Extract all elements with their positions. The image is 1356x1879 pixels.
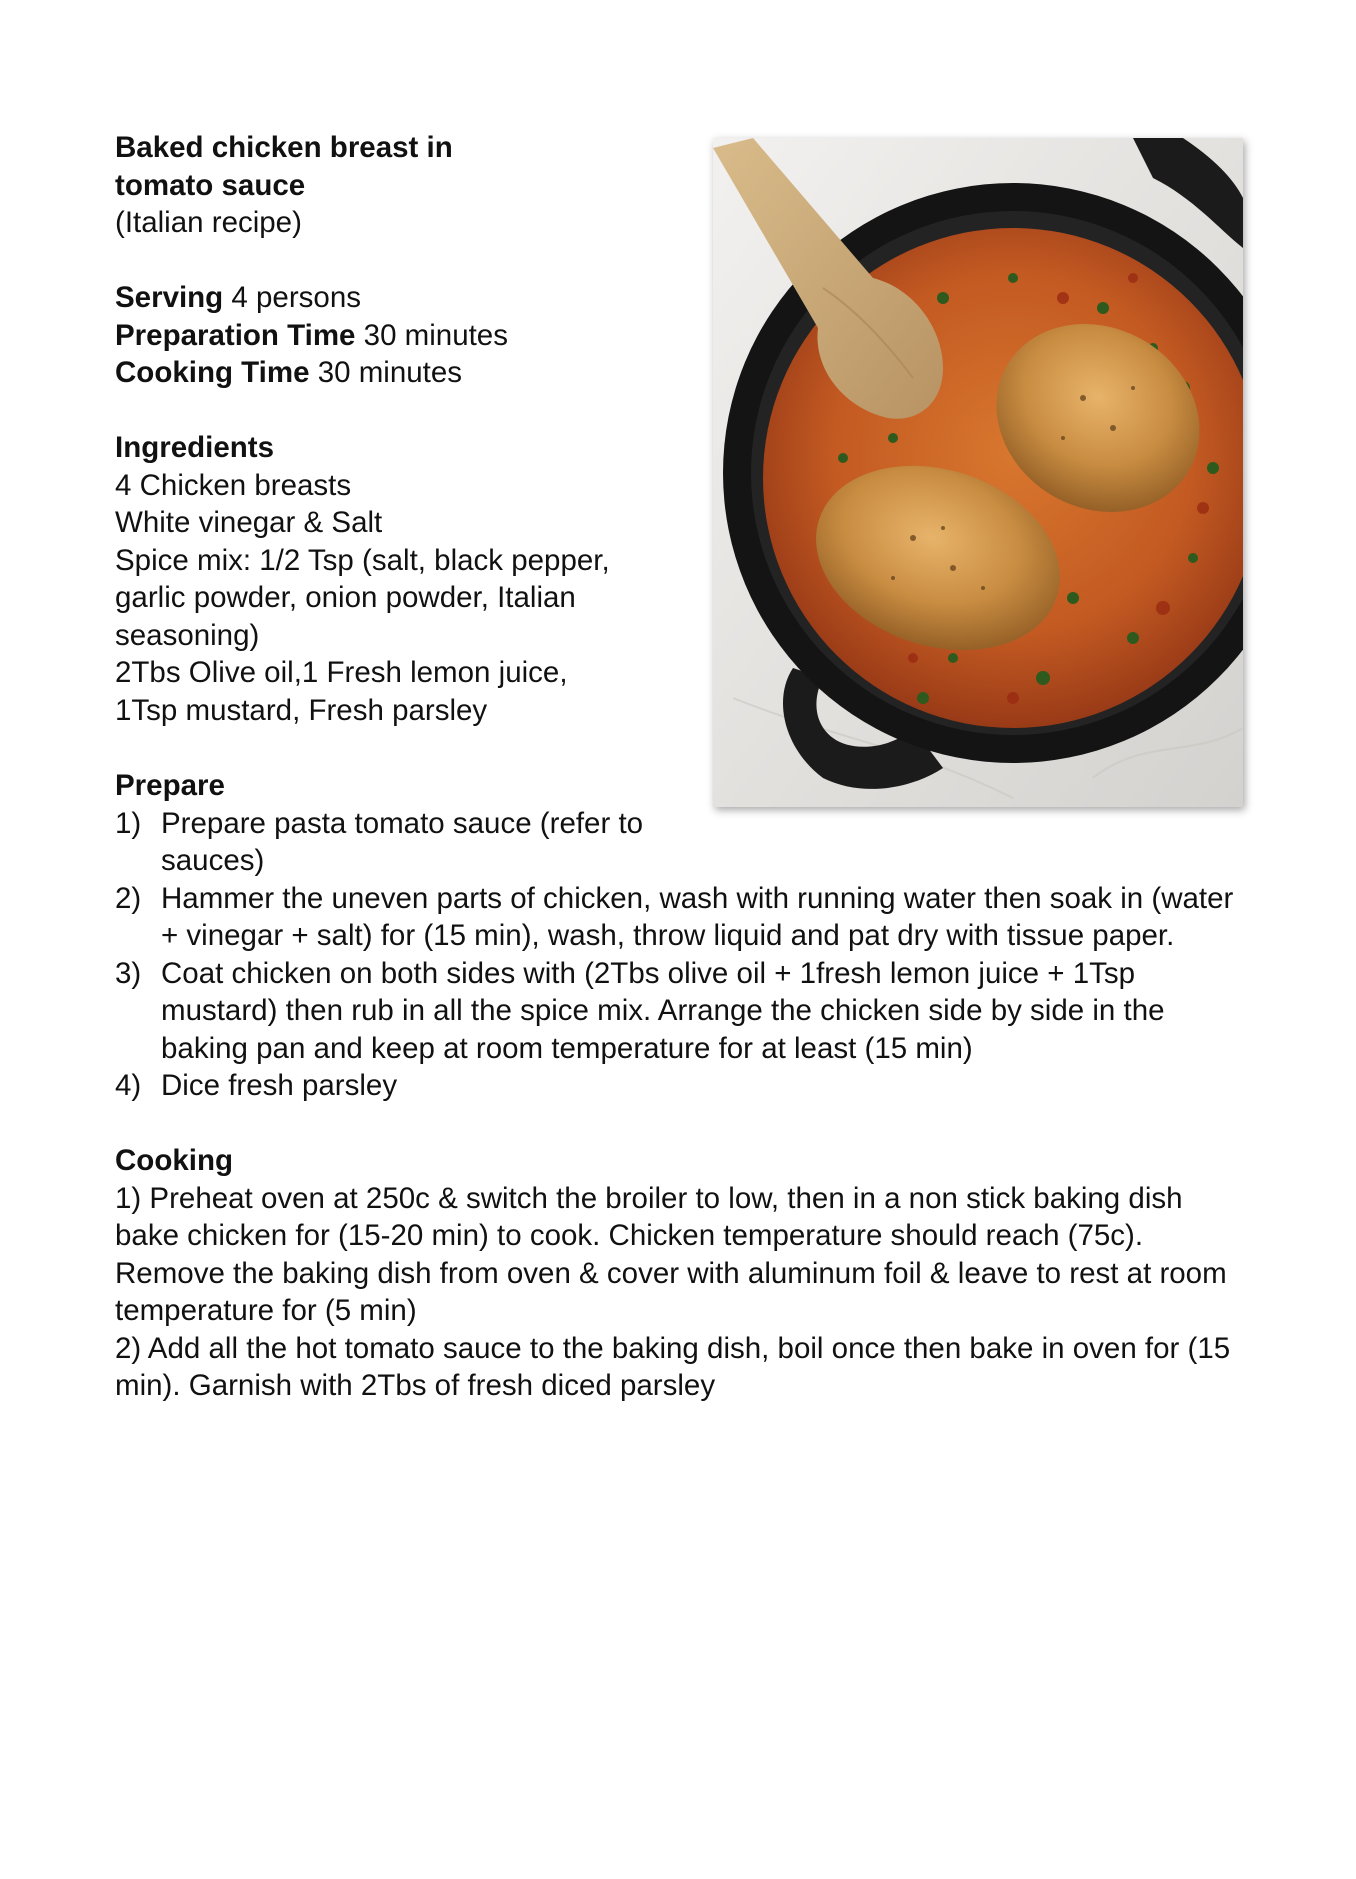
step-number: 1) bbox=[115, 806, 142, 840]
chicken-in-skillet-photo bbox=[713, 138, 1243, 807]
ingredients-heading: Ingredients bbox=[115, 431, 274, 464]
ingredient-line: 1Tsp mustard, Fresh parsley bbox=[115, 693, 488, 727]
cook-time-label: Cooking Time bbox=[115, 356, 310, 389]
cooking-paragraph: 1) Preheat oven at 250c & switch the broiler to low, then in a non stick baking dish bake chicken for (15-20 min) to cook. Chicken temperature should reach (75c). Remove the baking dish from oven & cover with aluminum foil & leave to rest at room temperature for (5 min) bbox=[115, 1181, 1227, 1327]
serving-row bbox=[115, 279, 675, 317]
ingredient-line: White vinegar & Salt bbox=[115, 506, 383, 539]
step-number: 4) bbox=[115, 1069, 142, 1102]
recipe-title-line-2: tomato sauce bbox=[115, 168, 306, 202]
cooking-paragraph: 2) Add all the hot tomato sauce to the baking dish, boil once then bake in oven for (15 min). Garnish with 2Tbs of fresh diced parsley bbox=[115, 1331, 1231, 1402]
step-text: Hammer the uneven parts of chicken, wash with running water then soak in (water + vinegar + salt) for (15 min), wash, throw liquid and pat dry with tissue paper. bbox=[161, 881, 1234, 952]
serving-value: 4 persons bbox=[231, 281, 361, 314]
list-item bbox=[115, 955, 1235, 1068]
ingredient-line: seasoning) bbox=[115, 618, 260, 652]
prepare-heading: Prepare bbox=[115, 769, 225, 802]
list-item bbox=[115, 880, 1235, 955]
ingredient-line: garlic powder, onion powder, Italian bbox=[115, 581, 576, 614]
list-item bbox=[115, 1067, 1235, 1105]
step-text: Prepare pasta tomato sauce (refer to sauces) bbox=[161, 806, 644, 877]
step-text: Coat chicken on both sides with (2Tbs olive oil + 1fresh lemon juice + 1Tsp mustard) then rub in all the spice mix. Arrange the chicken side by side in the baking pan and keep at room temperature for at least (15 min) bbox=[161, 956, 1165, 1065]
step-text: Dice fresh parsley bbox=[161, 1069, 398, 1102]
ingredient-line: 2Tbs Olive oil,1 Fresh lemon juice, bbox=[115, 656, 568, 689]
recipe-body-column bbox=[115, 767, 1235, 1405]
ingredient-line: 4 Chicken breasts bbox=[115, 468, 352, 502]
prep-time-value: 30 minutes bbox=[363, 318, 508, 352]
serving-label: Serving bbox=[115, 281, 224, 314]
prep-time-label: Preparation Time bbox=[115, 318, 356, 352]
cook-time-value: 30 minutes bbox=[317, 356, 463, 389]
recipe-title-line-1: Baked chicken breast in bbox=[115, 131, 453, 164]
recipe-header-column bbox=[115, 129, 675, 729]
ingredient-line: Spice mix: 1/2 Tsp (salt, black pepper, bbox=[115, 543, 610, 577]
recipe-subtitle: (Italian recipe) bbox=[115, 206, 302, 239]
step-number: 3) bbox=[115, 956, 142, 990]
cook-time-row bbox=[115, 354, 675, 392]
list-item bbox=[115, 805, 721, 880]
cooking-heading: Cooking bbox=[115, 1144, 233, 1177]
prep-time-row bbox=[115, 317, 675, 355]
step-number: 2) bbox=[115, 881, 142, 915]
prepare-steps-list bbox=[115, 805, 1235, 1105]
